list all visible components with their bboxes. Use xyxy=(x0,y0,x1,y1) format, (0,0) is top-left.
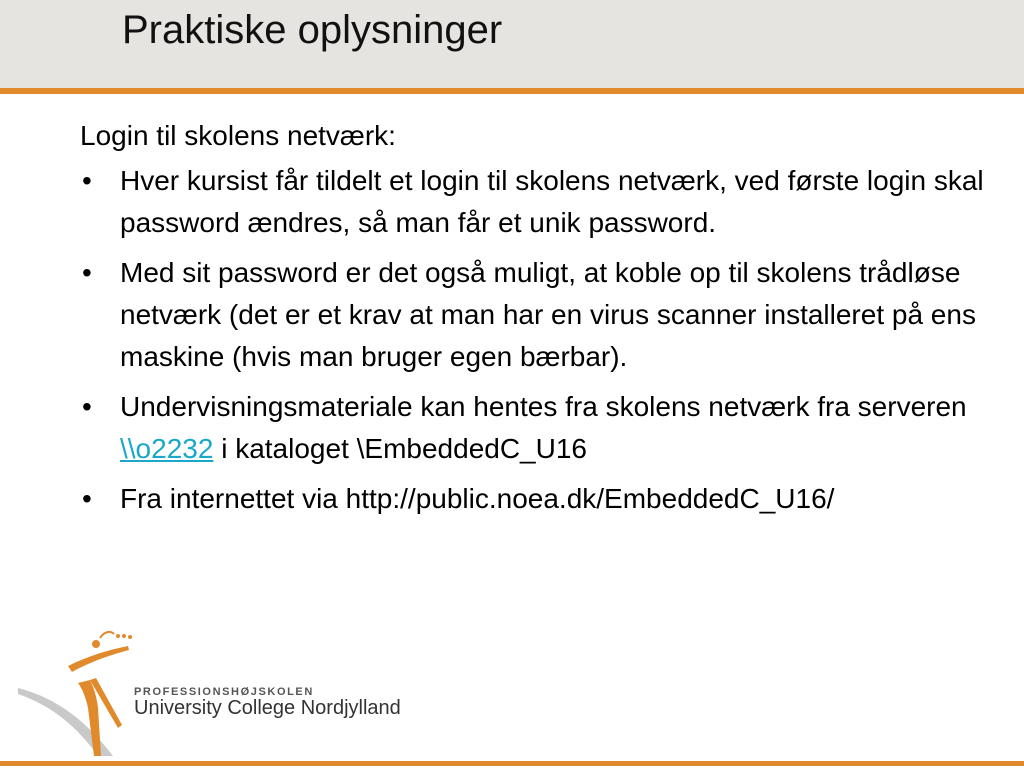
bullet-icon: • xyxy=(82,257,92,288)
intro-text: Login til skolens netværk: xyxy=(80,120,396,151)
logo-title: University College Nordjylland xyxy=(134,697,401,719)
bullet-text-post: i kataloget \EmbeddedC_U16 xyxy=(213,433,587,464)
bullet-item xyxy=(80,386,1005,470)
bullet-list xyxy=(80,160,1005,520)
server-link[interactable]: \\o2232 xyxy=(120,433,214,464)
bullet-text: Hver kursist får tildelt et login til skolens netværk, ved første login skal password ændres, så man får et unik password. xyxy=(120,165,984,238)
bullet-item xyxy=(80,478,1005,520)
bullet-item xyxy=(80,160,1005,244)
bullet-icon: • xyxy=(82,483,92,514)
header-rule xyxy=(0,88,1024,94)
logo-subtitle: PROFESSIONSHØJSKOLEN xyxy=(134,686,314,698)
bullet-text: Fra internettet via http://public.noea.dk/EmbeddedC_U16/ xyxy=(120,483,835,514)
bullet-icon: • xyxy=(82,165,92,196)
slide-content xyxy=(80,116,1005,528)
bullet-text-pre: Undervisningsmateriale kan hentes fra skolens netværk fra serveren xyxy=(120,391,967,422)
bullet-icon: • xyxy=(82,391,92,422)
bullet-item xyxy=(80,252,1005,378)
slide-title: Praktiske oplysninger xyxy=(122,8,503,52)
bottom-rule xyxy=(0,761,1024,766)
bullet-text: Med sit password er det også muligt, at koble op til skolens trådløse netværk (det er et krav at man har en virus scanner installeret på ens maskine (hvis man bruger egen bærbar). xyxy=(120,257,976,372)
